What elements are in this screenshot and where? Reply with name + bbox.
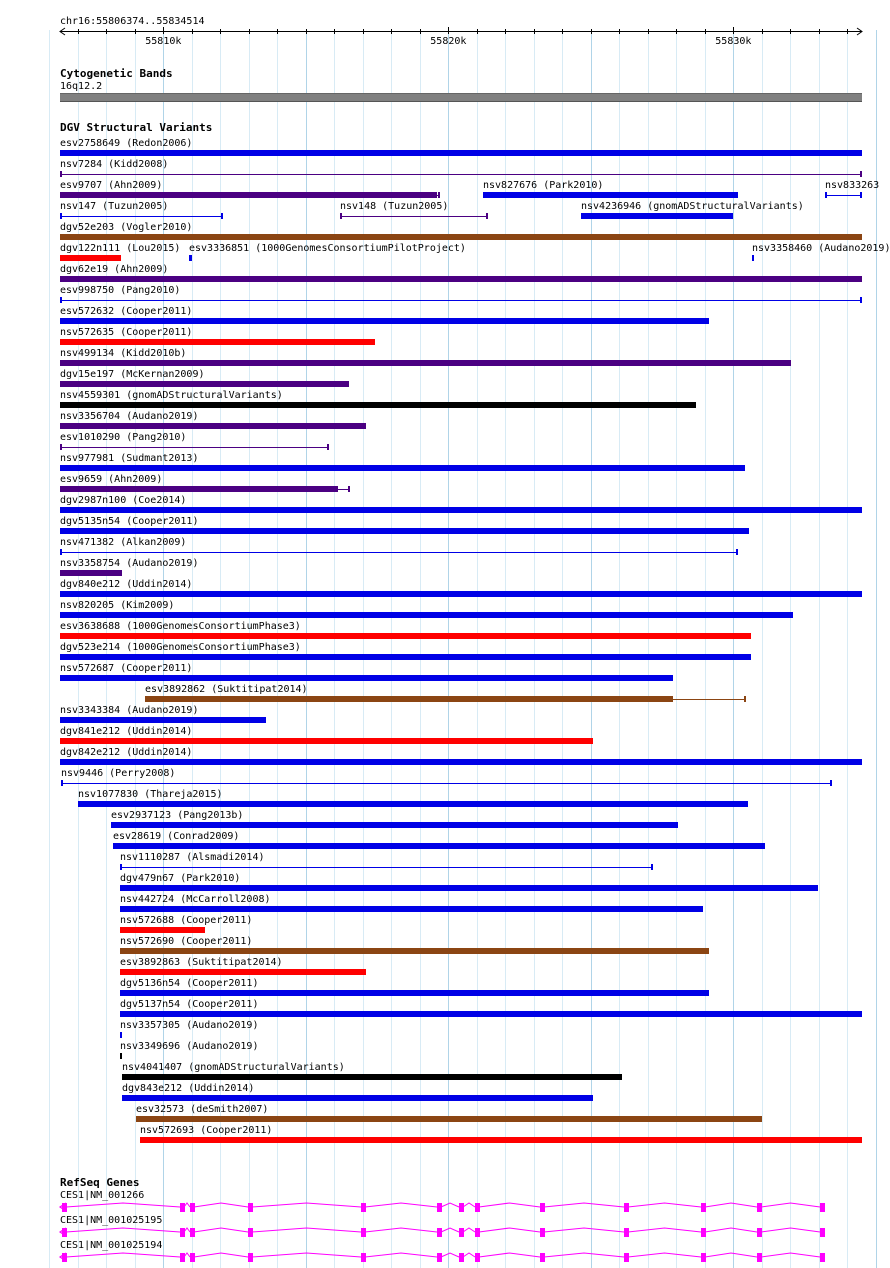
variant-end-cap [486,213,488,219]
intron-line [194,1203,248,1207]
variant-label[interactable]: dgv841e212 (Uddin2014) [60,726,193,737]
variant-bar[interactable] [60,255,121,261]
variant-end-cap [825,192,827,198]
variant-label[interactable]: dgv840e212 (Uddin2014) [60,579,193,590]
variant-label[interactable]: nsv4236946 (gnomADStructuralVariants) [581,201,804,212]
exon-block [624,1253,629,1262]
variant-label[interactable]: nsv9446 (Perry2008) [61,768,176,779]
variant-line[interactable] [60,300,862,301]
variant-label[interactable]: nsv572687 (Cooper2011) [60,663,193,674]
intron-line [479,1203,540,1207]
variant-label[interactable]: dgv5136n54 (Cooper2011) [120,978,259,989]
variant-line[interactable] [60,552,738,553]
variant-line[interactable] [60,447,329,448]
intron-line [365,1228,437,1232]
intron-line [365,1203,437,1207]
variant-label[interactable]: nsv572690 (Cooper2011) [120,936,253,947]
variant-bar[interactable] [122,1095,593,1101]
exon-block [475,1228,480,1237]
variant-end-cap [61,780,63,786]
variant-label[interactable]: esv3892862 (Suktitipat2014) [145,684,308,695]
variant-label[interactable]: nsv3358754 (Audano2019) [60,558,199,569]
exon-block [190,1228,195,1237]
variant-label[interactable]: dgv52e203 (Vogler2010) [60,222,193,233]
intron-line [441,1228,459,1232]
variant-line[interactable] [340,216,488,217]
variant-bar[interactable] [60,633,751,639]
variant-bar[interactable] [111,822,678,828]
variant-line[interactable] [61,783,831,784]
region-label: chr16:55806374..55834514 [60,16,205,27]
dgv-track-title: DGV Structural Variants [60,121,213,134]
variant-bar[interactable] [483,192,738,198]
exon-block [437,1228,442,1237]
intron-line [441,1253,459,1257]
variant-end-cap [744,696,746,702]
intron-line [544,1228,624,1232]
variant-bar[interactable] [60,717,266,723]
variant-label[interactable]: nsv3343384 (Audano2019) [60,705,199,716]
variant-line[interactable] [120,867,653,868]
intron-line [479,1228,540,1232]
variant-end-cap [60,213,62,219]
variant-bar[interactable] [120,927,205,933]
variant-line[interactable] [673,699,747,700]
variant-end-cap [60,171,62,177]
intron-line [628,1253,701,1257]
variant-bar[interactable] [120,1032,122,1038]
variant-line[interactable] [60,216,223,217]
variant-label[interactable]: dgv62e19 (Ahn2009) [60,264,169,275]
variant-bar[interactable] [581,213,733,219]
variant-bar[interactable] [60,150,862,156]
variant-bar[interactable] [78,801,748,807]
intron-line [544,1253,624,1257]
variant-label[interactable]: esv998750 (Pang2010) [60,285,181,296]
variant-bar[interactable] [60,465,745,471]
variant-bar[interactable] [60,570,122,576]
exon-block [361,1253,366,1262]
variant-label[interactable]: nsv148 (Tuzun2005) [340,201,449,212]
variant-bar[interactable] [60,192,437,198]
intron-line [705,1253,757,1257]
variant-label[interactable]: nsv3356704 (Audano2019) [60,411,199,422]
transcript-label[interactable]: CES1|NM_001266 [60,1190,145,1201]
intron-line [194,1253,248,1257]
variant-bar[interactable] [60,402,696,408]
intron-line [463,1203,475,1207]
intron-line [252,1253,361,1257]
variant-label[interactable]: dgv479n67 (Park2010) [120,873,241,884]
variant-end-cap [60,549,62,555]
variant-label[interactable]: nsv977981 (Sudmant2013) [60,453,199,464]
variant-end-cap [348,486,350,492]
variant-bar[interactable] [122,1074,622,1080]
intron-line [194,1228,248,1232]
variant-bar[interactable] [189,255,192,261]
exon-block [624,1228,629,1237]
variant-label[interactable]: nsv572688 (Cooper2011) [120,915,253,926]
variant-label[interactable]: nsv833263 [825,180,880,191]
variant-label[interactable]: dgv523e214 (1000GenomesConsortiumPhase3) [60,642,301,653]
exon-block [820,1228,825,1237]
variant-end-cap [327,444,329,450]
intron-line [365,1253,437,1257]
variant-line[interactable] [825,195,862,196]
variant-label[interactable]: nsv1077830 (Thareja2015) [78,789,223,800]
variant-end-cap [221,213,223,219]
variant-bar[interactable] [60,234,862,240]
variant-bar[interactable] [60,612,793,618]
cytoband-label: 16q12.2 [60,81,103,92]
exon-block [701,1203,706,1212]
intron-line [66,1253,180,1257]
variant-label[interactable]: nsv572635 (Cooper2011) [60,327,193,338]
exon-block [475,1253,480,1262]
variant-bar[interactable] [60,360,791,366]
exon-block [437,1253,442,1262]
exon-block [248,1253,253,1262]
variant-label[interactable]: nsv1110287 (Alsmadi2014) [120,852,265,863]
variant-bar[interactable] [120,885,819,891]
intron-line [463,1228,475,1232]
exon-block [248,1203,253,1212]
variant-bar[interactable] [120,906,703,912]
variant-bar[interactable] [120,990,709,996]
variant-bar[interactable] [60,339,375,345]
variant-label[interactable]: dgv15e197 (McKernan2009) [60,369,205,380]
variant-label[interactable]: nsv147 (Tuzun2005) [60,201,169,212]
exon-block [180,1253,185,1262]
variant-label[interactable]: nsv3358460 (Audano2019) [752,243,890,254]
variant-end-cap [860,171,862,177]
variant-bar[interactable] [136,1116,761,1122]
intron-line [441,1203,459,1207]
exon-block [459,1253,464,1262]
exon-block [540,1228,545,1237]
variant-end-cap [860,297,862,303]
variant-label[interactable]: esv2758649 (Redon2006) [60,138,193,149]
intron-line [252,1228,361,1232]
transcript-model[interactable] [60,1203,825,1212]
variant-bar[interactable] [60,759,862,765]
intron-line [705,1203,757,1207]
exon-block [361,1203,366,1212]
transcript-model[interactable] [60,1228,825,1237]
variant-end-cap [830,780,832,786]
variant-label[interactable]: nsv7284 (Kidd2008) [60,159,169,170]
variant-label[interactable]: nsv3357305 (Audano2019) [120,1020,259,1031]
intron-line [252,1203,361,1207]
variant-label[interactable]: nsv572693 (Cooper2011) [140,1125,273,1136]
variant-end-cap [340,213,342,219]
variant-label[interactable]: esv1010290 (Pang2010) [60,432,187,443]
variant-label[interactable]: nsv442724 (McCarroll2008) [120,894,271,905]
exon-block [701,1253,706,1262]
variant-label[interactable]: dgv122n111 (Lou2015) [60,243,181,254]
variant-bar[interactable] [120,969,366,975]
variant-end-cap [860,192,862,198]
variant-label[interactable]: nsv827676 (Park2010) [483,180,604,191]
variant-bar[interactable] [120,1011,862,1017]
refseq-track-title: RefSeq Genes [60,1176,140,1189]
variant-label[interactable]: esv9659 (Ahn2009) [60,474,163,485]
intron-line [479,1253,540,1257]
coordinate-ruler [0,0,890,52]
variant-bar[interactable] [140,1137,862,1143]
variant-bar[interactable] [60,738,593,744]
variant-label[interactable]: esv28619 (Conrad2009) [113,831,240,842]
variant-label[interactable]: esv3892863 (Suktitipat2014) [120,957,283,968]
variant-label[interactable]: dgv842e212 (Uddin2014) [60,747,193,758]
variant-label[interactable]: dgv843e212 (Uddin2014) [122,1083,255,1094]
transcript-label[interactable]: CES1|NM_001025194 [60,1240,163,1251]
transcript-model[interactable] [60,1253,825,1262]
variant-label[interactable]: nsv4559301 (gnomADStructuralVariants) [60,390,283,401]
variant-bar[interactable] [60,591,862,597]
intron-line [66,1203,180,1207]
variant-label[interactable]: esv32573 (deSmith2007) [136,1104,269,1115]
cytogenetic-bands-title: Cytogenetic Bands [60,67,173,80]
exon-block [757,1203,762,1212]
variant-label[interactable]: nsv499134 (Kidd2010b) [60,348,187,359]
exon-block [701,1228,706,1237]
variant-bar[interactable] [60,507,862,513]
variant-end-cap [651,864,653,870]
exon-block [190,1203,195,1212]
variant-bar[interactable] [60,318,709,324]
variant-label[interactable]: nsv471382 (Alkan2009) [60,537,187,548]
exon-block [361,1228,366,1237]
exon-block [624,1203,629,1212]
variant-bar[interactable] [60,381,349,387]
intron-line [544,1203,624,1207]
variant-label[interactable]: esv9707 (Ahn2009) [60,180,163,191]
exon-block [820,1203,825,1212]
exon-block [459,1228,464,1237]
variant-label[interactable]: esv572632 (Cooper2011) [60,306,193,317]
exon-block [62,1253,67,1262]
exon-block [180,1228,185,1237]
variant-label[interactable]: esv3638688 (1000GenomesConsortiumPhase3) [60,621,301,632]
intron-line [761,1203,820,1207]
intron-line [761,1253,820,1257]
exon-block [62,1228,67,1237]
intron-line [628,1203,701,1207]
exon-block [62,1203,67,1212]
variant-bar[interactable] [752,255,754,261]
variant-bar[interactable] [60,423,366,429]
variant-bar[interactable] [60,654,751,660]
ruler-tick-label: 55820k [430,36,467,47]
variant-bar[interactable] [60,675,673,681]
ruler-tick-label: 55810k [145,36,182,47]
intron-line [761,1228,820,1232]
variant-bar[interactable] [120,1053,122,1059]
transcript-label[interactable]: CES1|NM_001025195 [60,1215,163,1226]
cytoband-bar[interactable] [60,93,862,102]
variant-line[interactable] [60,174,862,175]
exon-block [180,1203,185,1212]
intron-line [628,1228,701,1232]
variant-label[interactable]: nsv4041407 (gnomADStructuralVariants) [122,1062,345,1073]
variant-label[interactable]: dgv5135n54 (Cooper2011) [60,516,199,527]
variant-label[interactable]: dgv5137n54 (Cooper2011) [120,999,259,1010]
variant-end-cap [120,864,122,870]
variant-label[interactable]: nsv820205 (Kim2009) [60,600,175,611]
exon-block [540,1253,545,1262]
variant-bar[interactable] [145,696,673,702]
intron-line [66,1228,180,1232]
exon-block [437,1203,442,1212]
exon-block [820,1253,825,1262]
variant-bar[interactable] [60,528,749,534]
exon-block [190,1253,195,1262]
variant-label[interactable]: esv3336851 (1000GenomesConsortiumPilotProject) [189,243,466,254]
variant-label[interactable]: nsv3349696 (Audano2019) [120,1041,259,1052]
variant-end-cap [60,444,62,450]
exon-block [248,1228,253,1237]
exon-block [540,1203,545,1212]
variant-end-cap [438,192,440,198]
variant-bar[interactable] [120,948,709,954]
variant-end-cap [736,549,738,555]
exon-block [757,1253,762,1262]
exon-block [475,1203,480,1212]
variant-bar[interactable] [60,486,338,492]
variant-bar[interactable] [60,276,862,282]
intron-line [463,1253,475,1257]
intron-line [705,1228,757,1232]
variant-bar[interactable] [113,843,765,849]
variant-label[interactable]: dgv2987n100 (Coe2014) [60,495,187,506]
ruler-tick-label: 55830k [715,36,752,47]
variant-label[interactable]: esv2937123 (Pang2013b) [111,810,244,821]
variant-end-cap [60,297,62,303]
exon-block [757,1228,762,1237]
exon-block [459,1203,464,1212]
